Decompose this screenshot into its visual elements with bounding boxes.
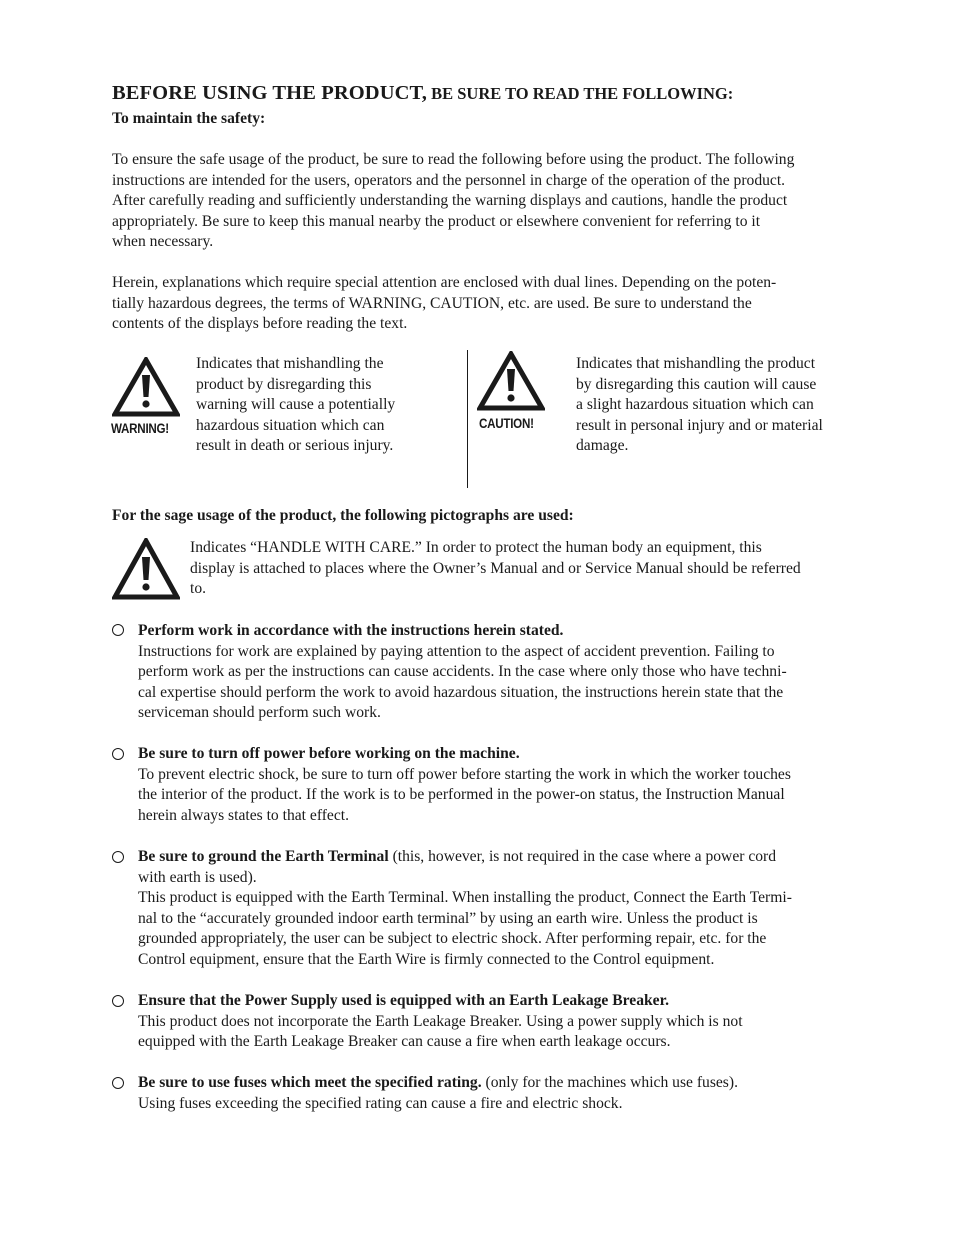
text-line: by disregarding this caution will cause [576,375,817,393]
text-line: damage. [576,437,629,455]
text-line: To prevent electric shock, be sure to turn off power before starting the work in which the worker touches [138,765,791,783]
text-line: perform work as per the instructions can cause accidents. In the case where only those who have techni- [138,663,787,681]
text-line: equipped with the Earth Leakage Breaker can cause a fire when earth leakage occurs. [138,1033,671,1051]
safety-item [138,744,791,826]
pictograph-description [190,538,801,600]
text-line: Control equipment, ensure that the Earth Wire is firmly connected to the Control equipment. [138,950,715,968]
safety-item-normal: (this, however, is not required in the case where a power cord [388,848,777,865]
text-line: Indicates “HANDLE WITH CARE.” In order to protect the human body an equipment, this [190,539,762,556]
safety-item-heading [138,744,791,765]
page-title-rest: BE SURE TO READ THE FOLLOWING: [427,84,734,103]
text-line: To ensure the safe usage of the product, be sure to read the following before using the product. The following [112,151,795,168]
caution-triangle-icon [477,351,545,411]
handle-with-care-triangle-icon [112,538,180,600]
text-line: After carefully reading and sufficiently understanding the warning displays and cautions, handle the product [112,192,788,210]
text-line: instructions are intended for the users, operators and the personnel in charge of the operation of the product. [112,171,786,189]
text-line: to. [190,580,207,598]
text-line: cal expertise should perform the work to avoid hazardous situation, the instructions herein state that the [138,683,784,701]
safety-item [138,847,792,971]
page-title [112,82,733,105]
text-line: Herein, explanations which require special attention are enclosed with dual lines. Depending on the poten- [112,274,777,291]
bullet-circle-icon [112,748,124,760]
text-line: grounded appropriately, the user can be subject to electric shock. After performing repair, etc. for the [138,930,767,948]
section-subtitle: To maintain the safety: [112,110,266,127]
text-line: when necessary. [112,233,214,251]
bullet-circle-icon [112,624,124,636]
caution-label: CAUTION! [479,416,534,431]
safety-item-normal: (only for the machines which use fuses). [481,1074,738,1091]
safety-item-bold: Be sure to ground the Earth Terminal [138,848,389,865]
text-line: Using fuses exceeding the specified rating can cause a fire and electric shock. [138,1094,623,1112]
intro-paragraph-2 [112,273,776,335]
text-line: nal to the “accurately grounded indoor earth terminal” by using an earth wire. Unless the product is [138,909,758,927]
safety-item-bold: Perform work in accordance with the instructions herein stated. [138,622,564,639]
column-divider [467,350,468,488]
text-line: hazardous situation which can [196,416,385,434]
caution-description [576,354,823,457]
safety-item [138,621,787,724]
text-line: Indicates that mishandling the product [576,355,816,372]
page-title-main: BEFORE USING THE PRODUCT, [112,82,427,104]
safety-item-bold: Be sure to use fuses which meet the specified rating. [138,1074,482,1091]
bullet-circle-icon [112,851,124,863]
warning-label: WARNING! [111,421,169,436]
intro-paragraph-1 [112,150,794,253]
safety-item-heading [138,991,743,1012]
safety-item [138,991,743,1053]
text-line: contents of the displays before reading the text. [112,315,408,333]
warning-description [196,354,395,457]
safety-item-heading [138,847,792,868]
safety-item-bold: Be sure to turn off power before working on the machine. [138,745,520,762]
text-line: This product does not incorporate the Earth Leakage Breaker. Using a power supply which is not [138,1012,743,1030]
bullet-circle-icon [112,1077,124,1089]
safety-item [138,1073,738,1114]
text-line: tially hazardous degrees, the terms of WARNING, CAUTION, etc. are used. Be sure to understand the [112,294,752,312]
text-line: Instructions for work are explained by paying attention to the aspect of accident prevention. Failing to [138,642,775,660]
text-line: the interior of the product. If the work is to be performed in the power-on status, the Instruction Manual [138,786,785,804]
text-line: appropriately. Be sure to keep this manual nearby the product or elsewhere convenient for referring to it [112,212,761,230]
safety-item-bold: Ensure that the Power Supply used is equipped with an Earth Leakage Breaker. [138,992,669,1009]
warning-triangle-icon [112,357,180,417]
text-line: Indicates that mishandling the [196,355,384,372]
text-line: with earth is used). [138,868,257,886]
text-line: serviceman should perform such work. [138,704,381,722]
safety-item-heading [138,621,787,642]
bullet-circle-icon [112,995,124,1007]
text-line: herein always states to that effect. [138,806,350,824]
text-line: product by disregarding this [196,375,372,393]
pictographs-heading: For the sage usage of the product, the following pictographs are used: [112,507,574,524]
text-line: result in death or serious injury. [196,437,394,455]
text-line: This product is equipped with the Earth Terminal. When installing the product, Connect the Earth Termi- [138,889,792,907]
safety-item-heading [138,1073,738,1094]
text-line: result in personal injury and or material [576,416,823,434]
text-line: a slight hazardous situation which can [576,396,814,414]
text-line: display is attached to places where the Owner’s Manual and or Service Manual should be referred [190,559,801,577]
text-line: warning will cause a potentially [196,396,396,414]
